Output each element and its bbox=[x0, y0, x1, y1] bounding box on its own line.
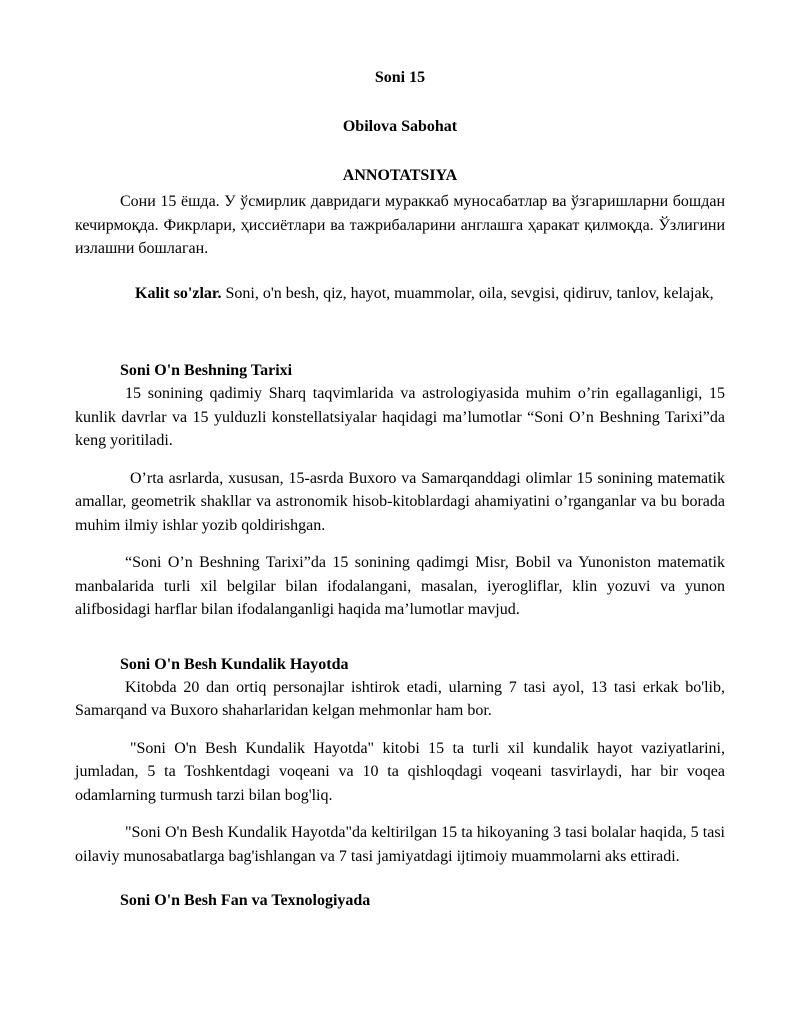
section-heading-tarixi: Soni O'n Beshning Tarixi bbox=[120, 362, 293, 379]
document-title: Soni 15 bbox=[374, 69, 426, 86]
section-1-paragraph-3: “Soni O’n Beshning Tarixi”da 15 sonining qadimgi Misr, Bobil va Yunoniston matematik manbalarida turli xil belgilar bilan ifodalangani, masalan, iyerogliflar, klin yozuvi va yunon alifbosidagi harflar bilan ifodalanganligi haqida ma’lumotlar mavjud. bbox=[75, 554, 725, 618]
keywords-paragraph bbox=[75, 282, 725, 306]
section-1-paragraph-1: 15 sonining qadimiy Sharq taqvimlarida va astrologiyasida muhim o’rin egallaganligi, 15 kunlik davrlar va 15 yulduzli konstellatsiyalar haqidagi ma’lumotlar “Soni O’n Beshning Tarixi”da keng yoritiladi. bbox=[75, 385, 725, 449]
keywords-text: Soni, o'n besh, qiz, hayot, muammolar, oila, sevgisi, qidiruv, tanlov, kelajak, bbox=[221, 284, 714, 302]
section-heading-fan-texnologiya: Soni O'n Besh Fan va Texnologiyada bbox=[120, 892, 371, 909]
annotation-text: Сони 15 ёшда. У ўсмирлик давридаги мураккаб муносабатлар ва ўзгаришларни бошдан кечирмоқда. Фикрлари, ҳиссиётлари ва тажрибаларини англашга ҳаракат қилмоқда. Ўзлигини излашни бошлаган. bbox=[75, 193, 725, 257]
section-1-paragraph-2: O’rta asrlarda, xususan, 15-asrda Buxoro va Samarqanddagi olimlar 15 sonining matematik amallar, geometrik shakllar va astronomik hisob-kitoblardagi ahamiyatini o’rganganlar va bu borada muhim ilmiy ishlar yozib qoldirishgan. bbox=[75, 469, 725, 534]
section-heading-kundalik-hayot: Soni O'n Besh Kundalik Hayotda bbox=[120, 655, 349, 673]
document-page bbox=[75, 60, 725, 912]
keywords-label: Kalit so'zlar. bbox=[135, 284, 222, 302]
section-2-paragraph-3: "Soni O'n Besh Kundalik Hayotda"da keltirilgan 15 ta hikoyaning 3 tasi bolalar haqida, 5 tasi oilaviy munosabatlarga bag'ishlangan va 7 tasi jamiyatdagi ijtimoiy muammolarni aks ettiradi. bbox=[75, 824, 725, 865]
author-name: Obilova Sabohat bbox=[342, 118, 458, 135]
annotation-heading: ANNOTATSIYA bbox=[342, 167, 458, 184]
section-2-paragraph-1: Kitobda 20 dan ortiq personajlar ishtirok etadi, ularning 7 tasi ayol, 13 tasi erkak bo'lib, Samarqand va Buxoro shaharlaridan kelgan mehmonlar ham bor. bbox=[75, 678, 725, 719]
section-2-paragraph-2: "Soni O'n Besh Kundalik Hayotda" kitobi 15 ta turli xil kundalik hayot vaziyatlarini, jumladan, 5 ta Toshkentdagi voqeani va 10 ta qishloqdagi voqeani tasvirlaydi, har bir voqea odamlarning turmush tarzi bilan bog'liq. bbox=[75, 739, 725, 804]
